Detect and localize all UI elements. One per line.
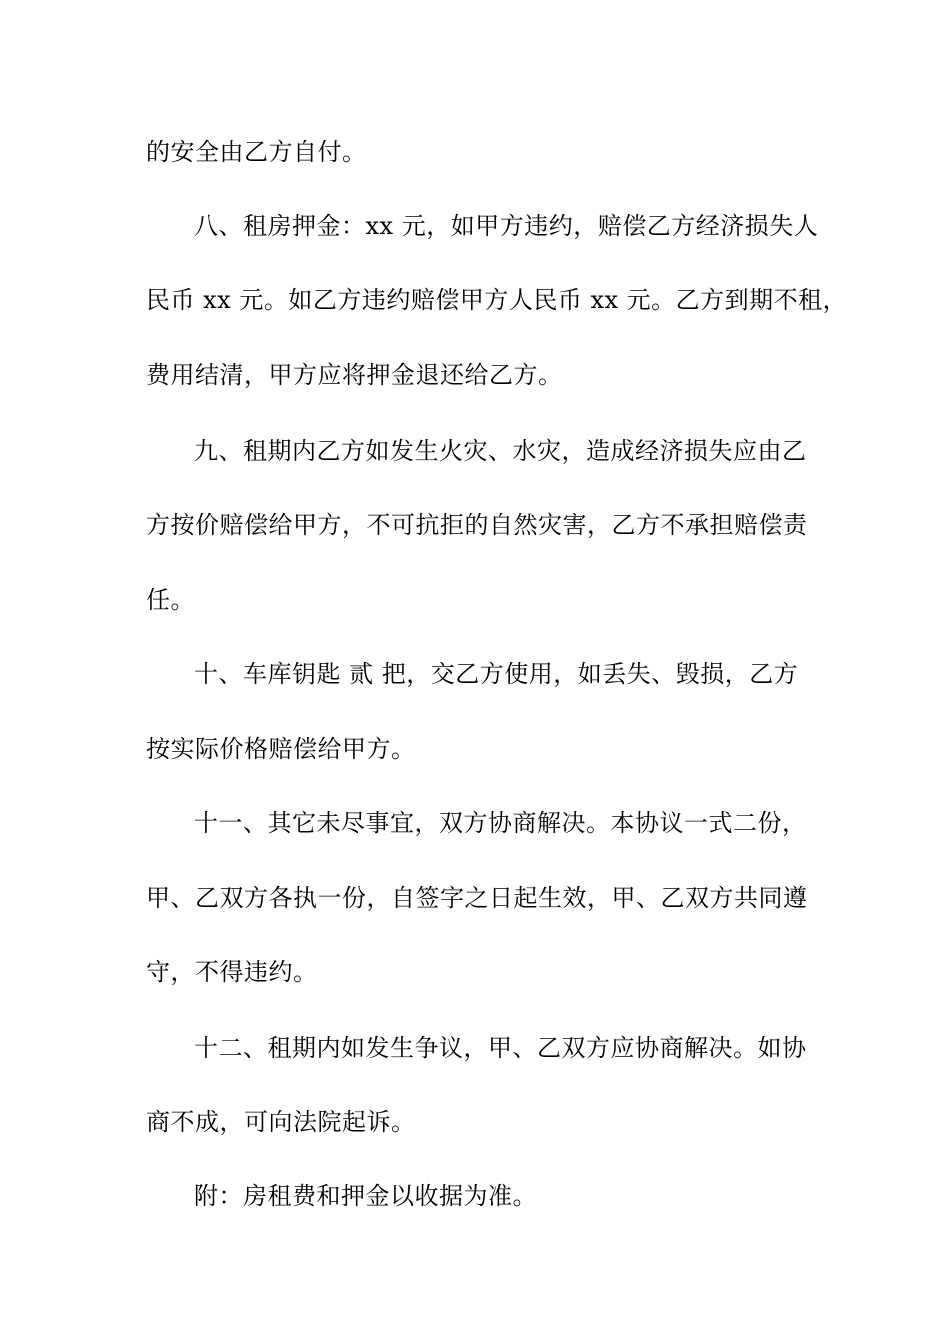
clause-8-heading-line: 八、租房押金：xx 元，如甲方违约，赔偿乙方经济损失人 [194,212,819,240]
text-line: 商不成，可向法院起诉。 [146,1108,416,1136]
clause-9-heading-line: 九、租期内乙方如发生火灾、水灾，造成经济损失应由乙 [194,437,807,465]
text-line: 民币 xx 元。如乙方违约赔偿甲方人民币 xx 元。乙方到期不租， [146,286,848,314]
text-line: 按实际价格赔偿给甲方。 [146,735,416,763]
clause-10-heading-line: 十、车库钥匙 贰 把，交乙方使用，如丢失、毁损，乙方 [194,660,799,688]
text-line: 守，不得违约。 [146,958,318,986]
text-line: 的安全由乙方自付。 [146,138,367,166]
text-line: 任。 [146,586,195,614]
clause-11-heading-line: 十一、其它未尽事宜，双方协商解决。本协议一式二份， [194,809,807,837]
clause-12-heading-line: 十二、租期内如发生争议，甲、乙双方应协商解决。如协 [194,1034,807,1062]
text-line: 甲、乙双方各执一份，自签字之日起生效，甲、乙双方共同遵 [146,884,808,912]
text-line: 费用结清，甲方应将押金退还给乙方。 [146,361,563,389]
text-line: 方按价赔偿给甲方，不可抗拒的自然灾害，乙方不承担赔偿责 [146,511,808,539]
appendix-line: 附：房租费和押金以收据为准。 [194,1182,537,1210]
